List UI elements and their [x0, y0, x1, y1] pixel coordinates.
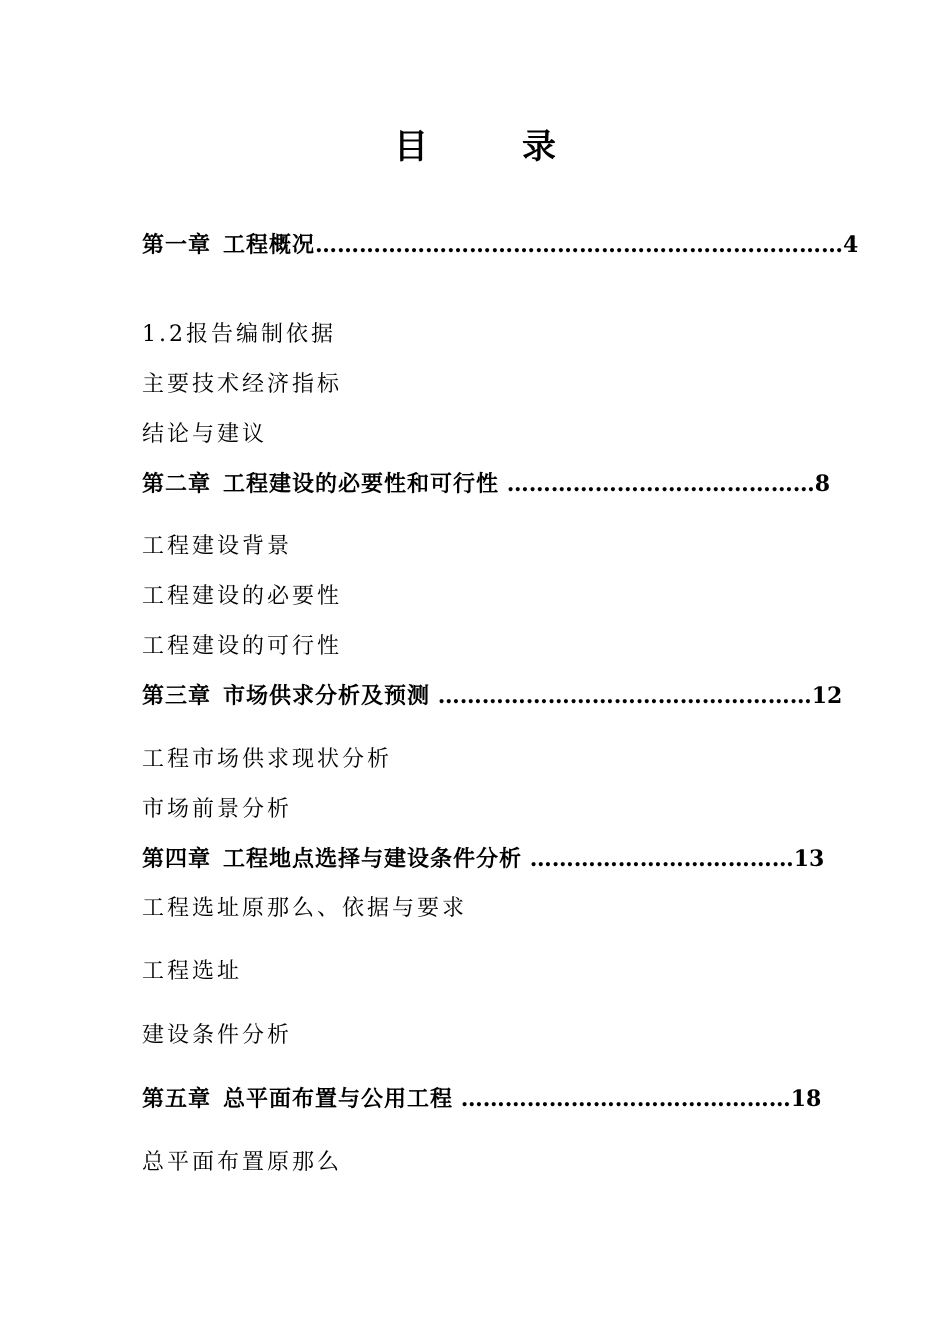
chapter-title: 工程概况 — [223, 232, 316, 258]
leader-dots: ……………………………………………………………… — [315, 232, 844, 258]
chapter-number: 第三章 — [142, 683, 212, 709]
toc-section[interactable]: 工程建设的可行性 — [142, 634, 343, 659]
chapter-title: 工程建设的必要性和可行性 — [223, 471, 500, 497]
chapter-number: 第二章 — [142, 471, 212, 497]
page-number: 12 — [811, 683, 843, 709]
page-number: 4 — [843, 232, 859, 258]
leader-dots: …………………………………………… — [430, 683, 812, 709]
chapter-title: 市场供求分析及预测 — [223, 683, 431, 709]
chapter-number: 第五章 — [142, 1086, 212, 1112]
chapter-number: 第一章 — [142, 232, 212, 258]
toc-section[interactable]: 市场前景分析 — [142, 797, 293, 822]
page-title: 目 录 — [394, 127, 586, 167]
toc-section[interactable]: 结论与建议 — [142, 422, 268, 447]
leader-dots: ……………………………… — [522, 846, 794, 872]
leader-dots: ……………………………………… — [453, 1086, 791, 1112]
toc-chapter-4[interactable] — [142, 844, 824, 874]
toc-section[interactable]: 建设条件分析 — [142, 1023, 293, 1048]
toc-section[interactable]: 1.2报告编制依据 — [142, 322, 336, 347]
toc-section[interactable]: 工程建设背景 — [142, 534, 293, 559]
toc-section[interactable]: 工程选址 — [142, 959, 243, 984]
toc-section[interactable]: 工程建设的必要性 — [142, 584, 343, 609]
toc-chapter-2[interactable] — [142, 469, 830, 499]
page-number: 8 — [814, 471, 831, 497]
toc-section[interactable]: 工程选址原那么、依据与要求 — [142, 896, 468, 921]
page-number: 13 — [793, 846, 825, 872]
toc-section[interactable]: 总平面布置原那么 — [142, 1150, 343, 1175]
toc-section[interactable]: 主要技术经济指标 — [142, 372, 343, 397]
chapter-title: 工程地点选择与建设条件分析 — [223, 846, 523, 872]
toc-section[interactable]: 工程市场供求现状分析 — [142, 747, 393, 772]
chapter-number: 第四章 — [142, 846, 212, 872]
page-number: 18 — [790, 1086, 822, 1112]
chapter-title: 总平面布置与公用工程 — [223, 1086, 454, 1112]
toc-chapter-1[interactable] — [142, 230, 858, 260]
toc-chapter-3[interactable] — [142, 681, 842, 711]
toc-chapter-5[interactable] — [142, 1084, 821, 1114]
leader-dots: …………………………………… — [499, 471, 815, 497]
